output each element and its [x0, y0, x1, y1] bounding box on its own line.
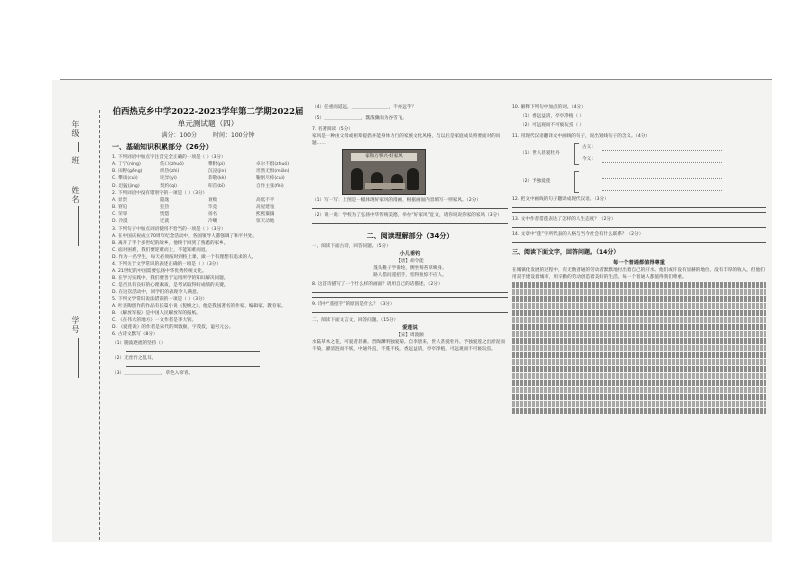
option: 卓尔不群(zhuó) [256, 162, 290, 167]
answer-line [512, 212, 766, 213]
q2-options-c [112, 211, 304, 218]
answer-line [126, 351, 260, 352]
option: A. 显贵 [112, 197, 128, 203]
answer-line [602, 178, 722, 180]
illustration-caption: 家和万事兴·好家风 [351, 153, 417, 161]
question-10: 10. 解释下列句中加点的词。（4分） [512, 105, 586, 110]
q6-item-5-label: （5） [312, 116, 325, 121]
brace [574, 171, 579, 193]
q3-option-a: A. 在中国庆祝成立70周年纪念活动中，各国领导人都强调了和平共处。 [112, 233, 258, 239]
exam-meta [112, 130, 304, 141]
fold-line [60, 79, 772, 80]
q6-item-5-tail: ，瓢泼骤雨为谷雪飞。 [360, 116, 407, 121]
text-line [512, 345, 766, 351]
answer-line [512, 227, 766, 228]
answer-line [512, 207, 766, 208]
q7-text: 家风是一种由父母或祖辈提倡并能身体力行的家族文化风格，与以后是家庭成员将要面对的问题…… [312, 134, 501, 146]
question-3: 3. 下列句子中加点词语使用不恰当的一项是（ ）（3分） [112, 226, 226, 232]
poem-author: 【唐】胡令能 [396, 259, 424, 264]
figure-silhouette [351, 168, 363, 190]
reading-3-title: 每一个普通都值得尊重 [613, 260, 665, 266]
time-label: 时间：100分钟 [213, 132, 255, 139]
question-2: 2. 下列词语中没有错别字的一项是（ ）（3分） [112, 190, 208, 196]
q6-item-5: （5）＿＿＿＿＿＿＿＿，瓢泼骤雨为谷雪飞。 [312, 116, 407, 121]
option: 迁就 [160, 219, 170, 225]
q5-option-d: D. 《爱莲说》的作者是宋代的周敦颐，字茂叔，谥号元公。 [112, 324, 234, 330]
q6-item-2: （2）无丝竹之乱耳， [112, 355, 157, 361]
text-line [512, 324, 766, 330]
side-number-label: 学号 [71, 316, 80, 334]
option: 惊天动地 [256, 219, 275, 225]
option: 狂热 [160, 205, 170, 211]
score-label: 满分：100分 [161, 132, 197, 139]
option: 毕竟 [208, 205, 218, 211]
q6-item-4-label: （4）任重而道远， [312, 105, 352, 110]
answer-line [512, 242, 766, 243]
q7-illustration-wrap [312, 147, 508, 197]
q7-part-2: （2）说一说：学校为了弘扬中华传统美德，举办“好家风”征文，请你说说你家的家风（3分） [312, 213, 502, 218]
text-line [512, 408, 766, 414]
question-7: 7. 名著阅读（5分） [312, 127, 353, 132]
q6-item-3: （3）＿＿＿＿＿＿＿＿，草色入帘青。 [112, 370, 194, 376]
text-line [512, 282, 766, 288]
answer-line [602, 190, 722, 192]
text-line [512, 380, 766, 386]
option: 熙熙攘攘 [256, 212, 275, 218]
option: 契约(qì) [160, 183, 177, 189]
q2-options-b [112, 204, 304, 211]
q2-options-d [112, 218, 304, 225]
option: 高低不平 [256, 197, 275, 203]
section-1-heading: 一、基础知识积累部分（26分） [112, 143, 213, 151]
text-line [512, 338, 766, 344]
option: 恍惚 [160, 212, 170, 218]
option: D. 冷漠 [112, 219, 128, 225]
q6-item-4: （4）任重而道远，＿＿＿＿＿＿＿＿，不亦远乎？ [312, 105, 417, 110]
text-line [512, 359, 766, 365]
option: 坦然无惧(miǎn) [256, 169, 290, 175]
option: C. 攀谈(cuì) [112, 176, 138, 182]
exam-subtitle: 单元测试题（四） [177, 119, 239, 128]
option: 恭敬(kè) [208, 176, 227, 182]
answer-line [602, 162, 722, 164]
option: 叩首(bī) [208, 183, 225, 189]
q11-item-1: （1）世人甚爱牡丹 [520, 151, 560, 156]
reading-1-q1: 8. 这首诗描写了一个什么样的画面？请用自己的话描述。（2分） [312, 282, 443, 287]
option: 扬名 [208, 212, 218, 218]
text-line [512, 303, 766, 309]
option: B. 田野(gěng) [112, 169, 143, 175]
q7-part-1: （1）写一写：上图是一幅体现好家风的漫画，根据画面内容填写一则家风。（2分） [312, 198, 481, 203]
q5-option-b: B. 《解放军报》是中国人民解放军的报纸。 [112, 310, 201, 316]
option: 衰败 [208, 197, 218, 203]
column-2 [312, 104, 508, 353]
question-12: 12. 把文中画线的句子翻译成现代汉语。（3分） [512, 197, 609, 202]
q4-option-d: D. 在这次活动中，同学们的表现令人满意。 [112, 289, 202, 295]
text-line [512, 401, 766, 407]
option: D. 迅猛(jìng) [112, 183, 140, 189]
question-14: 14. 文章中“莲”字所代表的人格与当今社会有什么联系？（2分） [512, 232, 644, 237]
reading-2-text: 水陆草木之花，可爱者甚蕃。晋陶渊明独爱菊。自李唐来，世人甚爱牡丹。予独爱莲之出淤泥而不染，濯清涟而不妖，中通外直，不蔓不枝，香远益清，亭亭净植，可远观而不可亵玩焉。 [312, 340, 505, 352]
answer-line [312, 223, 508, 224]
question-5: 5. 下列文学常识说法错误的一项是（ ）（3分） [112, 296, 208, 302]
q4-option-a: A. 21世纪的中国需要弘扬中华优秀传统文化。 [112, 268, 207, 274]
option: 伤口(zhuó) [160, 162, 184, 167]
reading-3-body [512, 282, 766, 413]
brace [574, 143, 579, 165]
q5-option-c: C. 《在伟大的地方》一文作者是李大钊。 [112, 317, 197, 323]
option: 炽热(zhì) [160, 169, 180, 175]
text-line [512, 387, 766, 393]
family-illustration [342, 149, 426, 195]
q3-option-b: B. 离开了半个多世纪的故乡，他终于回到了熟悉的家乡。 [112, 240, 229, 246]
binding-line [99, 110, 100, 540]
q3-option-d: D. 作为一名学生，每天必须按时到校上课，做一个有理想有追求的人。 [112, 254, 257, 260]
question-4: 4. 下列关于文学常识的表述正确的一项是（ ）（3分） [112, 261, 221, 267]
question-6: 6. 古诗文默写（8分） [112, 331, 158, 337]
reading-2-author: 【宋】周敦颐 [396, 333, 424, 338]
text-line [512, 296, 766, 302]
q6-item-3-tail: 草色入帘青。 [165, 370, 194, 376]
q1-options-b [112, 168, 304, 175]
side-class-label: 班 [71, 156, 80, 165]
poem-line-1: 蓬头稚子学垂纶，侧坐莓苔草映身。 [373, 266, 447, 271]
reading-3-text: 在城镇化发展的过程中，有无数普通的劳动者默默地付出着自己的汗水。他们或许没有显赫的地位，没有丰厚的收入，但他们用双手建设着城市，用辛勤的劳动创造着美好的生活。每一个普通人都值得我们尊重。 [512, 268, 765, 280]
figure-silhouette [407, 168, 419, 190]
answer-line [312, 297, 508, 298]
q4-option-c: C. 是否具有良好的心理素质，是考试取得好成绩的关键。 [112, 282, 229, 288]
q4-option-b: B. 在学习实践中，我们要善于运用所学的知识解决问题。 [112, 275, 229, 281]
text-line [512, 317, 766, 323]
reading-2-instruction: 二、阅读下面文言文，回答问题。（15分） [312, 318, 399, 323]
q11-block [512, 140, 766, 196]
section-2-heading: 二、阅读理解部分（34分） [366, 232, 454, 240]
q10-item-1: （1）香远益清，亭亭净植（ ） [520, 114, 585, 119]
table-shape [365, 183, 405, 189]
option: A. 丁宁(níng) [112, 162, 141, 167]
option: B. 窘迫 [112, 205, 128, 211]
reading-3-instruction: 三、阅读下面文字，回答问题。（14分） [512, 249, 620, 256]
q6-item-3-label: （3） [112, 370, 125, 376]
q2-options-a [112, 197, 304, 204]
question-1: 1. 下列词语中加点字注音完全正确的一项是（ ）（3分） [112, 155, 226, 160]
column-1 [112, 104, 304, 377]
q11-item-2: （2）予独爱莲 [520, 179, 551, 184]
option: 隐逸 [160, 197, 170, 203]
option: 冷嘲 [208, 219, 218, 225]
option: 诧异(yì) [160, 176, 177, 182]
q1-options-a [112, 161, 304, 168]
text-line [512, 352, 766, 358]
q1-options-c [112, 175, 304, 182]
question-11: 11. 用现代汉语翻译文中画线的句子，说出划线句子的含义。（4分） [512, 134, 651, 139]
column-3 [512, 104, 766, 415]
side-number-blank [78, 338, 79, 378]
reading-1-instruction: 一、阅读下面古诗，回答问题。（5分） [312, 244, 391, 249]
poem-title: 小儿垂钓 [399, 251, 421, 257]
text-line [512, 331, 766, 337]
text-line [512, 373, 766, 379]
ancient-meaning-label: 古义： [582, 145, 596, 150]
side-grade-label: 年级 [71, 120, 80, 138]
q3-option-c: C. 面对困难，我们要迎难而上，不能知难而退。 [112, 247, 211, 253]
option: C. 荣辱 [112, 212, 128, 218]
q1-options-d [112, 183, 304, 190]
q5-option-a: A. 叶圣陶创作的作品有长篇小说《倪焕之》，他是我国著名的作家、编辑家、教育家。 [112, 303, 286, 309]
text-line [512, 394, 766, 400]
option: 攀附(pì) [208, 162, 225, 167]
question-13: 13. 文中作者借莲表达了怎样的人生态度？（2分） [512, 217, 616, 222]
answer-line [312, 312, 508, 313]
poem-line-2: 路人借问遥招手，怕得鱼惊不应人。 [373, 273, 447, 278]
side-grade-blank [78, 142, 79, 152]
answer-line [602, 150, 722, 152]
option: 鞠躬尽瘁(cuì) [256, 176, 285, 182]
q6-item-4-tail: ，不亦远乎？ [388, 105, 417, 110]
text-line [512, 366, 766, 372]
exam-title: 伯西热克乡中学2022-2023学年第二学期2022届 [112, 106, 304, 116]
text-line [512, 289, 766, 295]
answer-line [312, 292, 508, 293]
option: 高屋建瓴 [256, 205, 275, 211]
q10-item-2: （2）可远观而不可亵玩焉（ ） [520, 123, 585, 128]
reading-2-title: 爱莲说 [402, 325, 418, 331]
answer-line [312, 208, 508, 209]
text-line [512, 310, 766, 316]
option: 沉浸(jìn) [208, 169, 227, 175]
side-name-label: 姓名 [71, 186, 80, 204]
answer-line [126, 366, 260, 367]
side-name-blank [78, 206, 79, 246]
reading-1-q2: 9. 诗中“遥招手”的原因是什么？（3分） [312, 302, 395, 307]
q6-item-1: （1）随波逐流的坚持（） [112, 340, 166, 346]
option: 自作主张(fèi) [256, 183, 284, 189]
modern-meaning-label: 今义： [582, 157, 596, 162]
